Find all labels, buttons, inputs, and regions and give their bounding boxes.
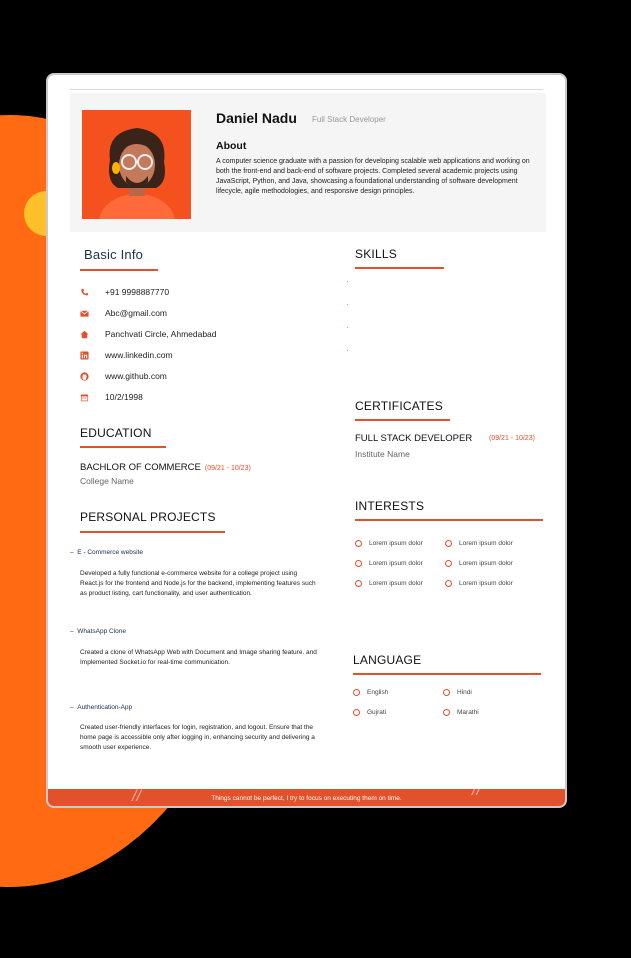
certificates-heading: CERTIFICATES <box>355 399 443 413</box>
about-text: A computer science graduate with a passion for developing scalable web applications and working on both the front-end and back-end of software projects. Completed several academic projects using JavaScript, Python, and Java, showcasing a foundational understanding of software development lifecycle, agile methodologies, and responsive design principles. <box>216 158 530 195</box>
person-role: Full Stack Developer <box>312 115 386 124</box>
skill-bullet: · <box>346 300 349 309</box>
resume-header <box>70 93 546 232</box>
institute-name: Institute Name <box>355 449 410 459</box>
language-item: English <box>353 689 388 696</box>
certificates-underline <box>355 419 450 421</box>
top-divider <box>70 89 543 90</box>
project-desc-ecommerce: Developed a fully functional e-commerce website for a college project using React.js for the frontend and Node.js for the backend, implementing features such as product listing, cart functionality, and user authentication. <box>80 570 316 597</box>
footer-quote-text: Things cannot be perfect, I try to focus on executing them on time. <box>211 795 402 802</box>
education-dates: (09/21 - 10/23) <box>204 465 251 472</box>
project-desc-whatsapp: Created a clone of WhatsApp Web with Document and Image sharing feature. and Implemented Socket.io for real-time communication. <box>80 649 317 666</box>
info-linkedin <box>80 348 173 362</box>
profile-avatar <box>82 110 191 219</box>
language-item: Hindi <box>443 689 472 696</box>
info-birthdate <box>80 390 143 404</box>
interests-heading: INTERESTS <box>355 499 425 513</box>
info-email <box>80 306 168 320</box>
skill-bullet: · <box>346 277 349 286</box>
skill-bullet: · <box>346 346 349 355</box>
resume-card <box>46 73 567 808</box>
interest-item: Lorem ipsum dolor <box>445 540 513 547</box>
certificate-dates: (09/21 - 10/23) <box>489 435 535 442</box>
about-heading: About <box>216 140 247 152</box>
language-item: Marathi <box>443 709 479 716</box>
skill-bullet: · <box>346 323 349 332</box>
skills-underline <box>355 267 444 269</box>
education-degree <box>80 462 251 473</box>
interest-item: Lorem ipsum dolor <box>355 540 423 547</box>
person-name: Daniel Nadu <box>216 110 297 126</box>
quote-close-icon: // <box>472 782 481 799</box>
project-title-ecommerce: – E - Commerce website <box>70 549 143 556</box>
education-heading: EDUCATION <box>80 426 152 440</box>
email-text: Abc@gmail.com <box>105 308 168 318</box>
github-icon <box>80 372 89 381</box>
interests-underline <box>355 519 543 521</box>
linkedin-icon <box>80 351 89 360</box>
project-title-whatsapp: – WhatsApp Clone <box>70 628 127 635</box>
basic-info-heading: Basic Info <box>84 247 144 262</box>
interest-item: Lorem ipsum dolor <box>355 580 423 587</box>
phone-icon <box>80 288 89 297</box>
project-desc-auth: Created user-friendly interfaces for login, registration, and logout. Ensure that the home page is accessible only after logging in, enhancing security and delivering a smooth user experience. <box>80 724 315 751</box>
calendar-icon <box>80 393 89 402</box>
info-github <box>80 369 167 383</box>
address-text: Panchvati Circle, Ahmedabad <box>105 329 217 339</box>
project-title-auth: – Authentication-App <box>70 704 133 711</box>
projects-heading: PERSONAL PROJECTS <box>80 510 216 524</box>
interest-item: Lorem ipsum dolor <box>445 580 513 587</box>
linkedin-text[interactable]: www.linkedin.com <box>105 350 173 360</box>
interest-item: Lorem ipsum dolor <box>445 560 513 567</box>
footer-banner <box>48 782 565 808</box>
info-address <box>80 327 217 341</box>
skills-heading: SKILLS <box>355 247 397 261</box>
degree-text: BACHLOR OF COMMERCE <box>80 462 201 473</box>
college-name: College Name <box>80 476 134 486</box>
mail-icon <box>80 309 89 318</box>
certificate-name: FULL STACK DEVELOPER <box>355 433 473 444</box>
language-heading: LANGUAGE <box>353 653 422 667</box>
education-underline <box>80 446 166 448</box>
projects-underline <box>80 531 225 533</box>
phone-text: +91 9998887770 <box>105 287 170 297</box>
language-underline <box>353 673 541 675</box>
basic-info-underline <box>80 269 158 271</box>
birthdate-text: 10/2/1998 <box>105 392 143 402</box>
github-text[interactable]: www.github.com <box>105 371 167 381</box>
language-item: Gujrati <box>353 709 386 716</box>
info-phone <box>80 285 170 299</box>
quote-open-icon: // <box>132 788 141 805</box>
interest-item: Lorem ipsum dolor <box>355 560 423 567</box>
home-icon <box>80 330 89 339</box>
